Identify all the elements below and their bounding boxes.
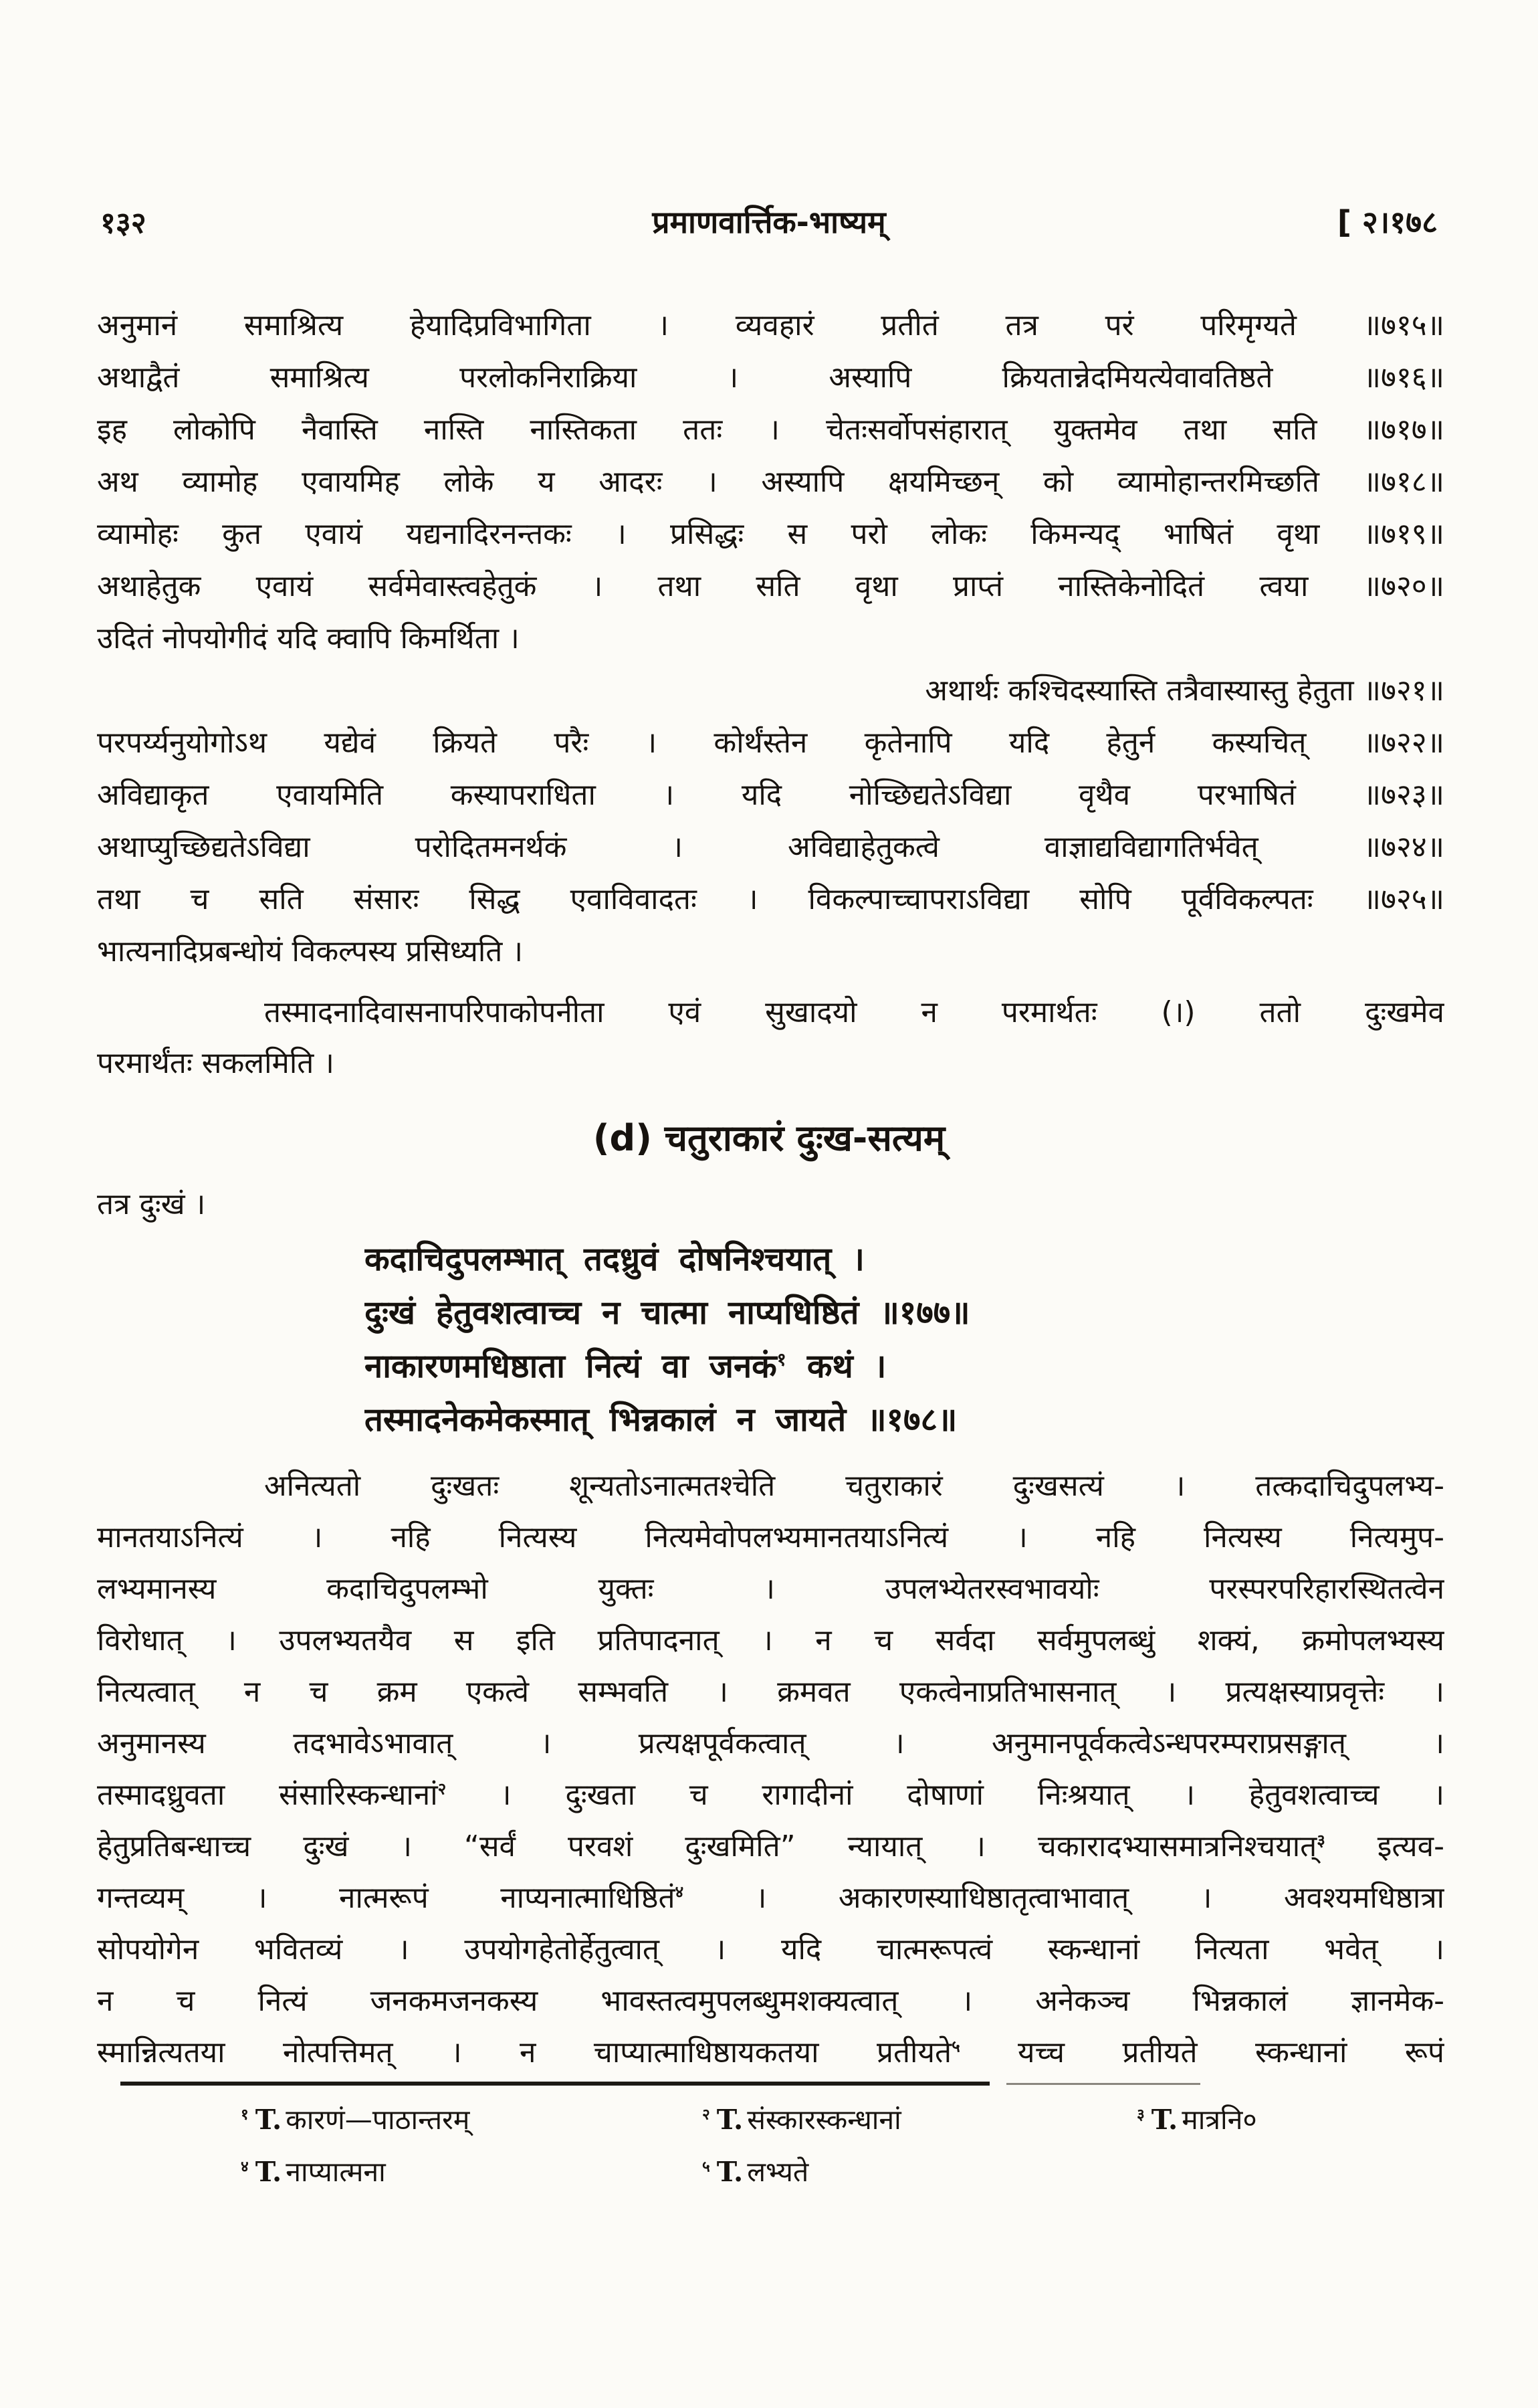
prose-text: इत्यव-: [1325, 1829, 1444, 1864]
verse-text: अथार्थः कश्चिदस्यास्ति तत्रैवास्यास्तु हेतुता ॥७२१॥: [925, 674, 1444, 708]
footnote-marker: २: [437, 1779, 447, 1799]
prose-text: सोपयोगेन भवितव्यं । उपयोगहेतोर्हेतुत्वात् । यदि चात्मरूपत्वं स्कन्धानां नित्यता भवेत् ।: [97, 1932, 1444, 1967]
footnote-separator-rule: [120, 2082, 990, 2086]
verse-text: अथाप्युच्छिद्यतेऽविद्या परोदितमनर्थकं । अविद्याहेतुकत्वे वाज्ञाद्यविद्यागतिर्भवेत् ॥७२४॥: [97, 830, 1444, 864]
verse-section-715-725: [97, 300, 1444, 978]
prose-text: न च नित्यं जनकमजनकस्य भावस्तत्वमुपलब्धुमशक्यत्वात् । अनेकञ्च भिन्नकालं ज्ञानमेक-: [97, 1984, 1444, 2018]
footnote-item: [702, 2152, 808, 2190]
verse-line-723: [97, 769, 1444, 821]
witness-siglum: T.: [255, 2104, 282, 2136]
witness-siglum: T.: [716, 2156, 744, 2188]
prose-text: स्मान्नित्यतया नोत्पत्तिमत् । न चाप्यात्माधिष्ठायकतया प्रतीयते: [97, 2035, 952, 2070]
footnote-text: मात्रनि०: [1182, 2104, 1257, 2136]
verse-half-line-721a: [97, 613, 1444, 665]
karika-text: कथं ।: [786, 1347, 887, 1385]
footnote-number: २: [702, 2106, 710, 2124]
footnote-number: १: [241, 2106, 249, 2124]
footnote-separator-rule-faint: [1006, 2083, 1200, 2085]
prose-line: [97, 1924, 1444, 1975]
footnote-text: कारणं—पाठान्तरम्: [286, 2104, 470, 2136]
verse-line-725: [97, 874, 1444, 926]
prose-text: लभ्यमानस्य कदाचिदुपलम्भो युक्तः । उपलभ्येतरस्वभावयोः परस्परपरिहारस्थितत्वेन: [97, 1572, 1444, 1606]
verse-line-717: [97, 404, 1444, 456]
prose-line: [97, 2027, 1444, 2078]
karika-text: तस्मादनेकमेकस्मात् भिन्नकालं न जायते ॥१७८॥: [364, 1401, 958, 1439]
footnote-number: ५: [702, 2158, 710, 2176]
page-number: १३२: [100, 206, 146, 240]
footnote-text: संस्कारस्कन्धानां: [747, 2104, 901, 2136]
prose-line: [97, 1718, 1444, 1769]
prose-line: [97, 987, 1444, 1038]
footnote-marker: ३: [1317, 1831, 1325, 1850]
footnote-item: [241, 2152, 386, 2190]
prose-text: तस्मादनादिवासनापरिपाकोपनीता एवं सुखादयो न परमार्थतः (।) ततो दुःखमेव: [264, 995, 1444, 1029]
footnote-marker: ४: [675, 1882, 684, 1902]
verse-line-722: [97, 717, 1444, 769]
prose-text: परमार्थंतः सकलमिति ।: [97, 1046, 334, 1080]
prose-text: अनुमानस्य तदभावेऽभावात् । प्रत्यक्षपूर्वकत्वात् । अनुमानपूर्वकत्वेऽन्धपरम्पराप्रसङ्गात् ।: [97, 1726, 1444, 1761]
verse-line-718: [97, 456, 1444, 508]
footnote-text: लभ्यते: [747, 2156, 809, 2188]
verse-text: व्यामोहः कुत एवायं यद्यनादिरनन्तकः । प्रसिद्धः स परो लोकः किमन्यद् भाषितं वृथा ॥७१९॥: [97, 517, 1444, 551]
prose-line: [97, 1975, 1444, 2027]
section-heading: (d) चतुराकारं दुःख-सत्यम्: [592, 1117, 946, 1159]
karika-line-177a: [364, 1233, 1301, 1286]
prose-text: तस्मादध्रुवता संसारिस्कन्धानां: [97, 1778, 438, 1812]
running-title: प्रमाणवार्त्तिक-भाष्यम्: [652, 204, 886, 240]
prose-line: [97, 1460, 1444, 1512]
prose-line: [97, 1872, 1444, 1924]
witness-siglum: T.: [255, 2156, 282, 2188]
prose-text: यच्च प्रतीयते स्कन्धानां रूपं: [960, 2035, 1444, 2070]
prose-line: [97, 1512, 1444, 1563]
verse-text: अथाहेतुक एवायं सर्वमेवास्त्वहेतुकं । तथा सति वृथा प्राप्तं नास्तिकेनोदितं त्वया ॥७२०॥: [97, 569, 1444, 603]
prose-text: नित्यत्वात् न च क्रम एकत्वे सम्भवति । क्रमवत एकत्वेनाप्रतिभासनात् । प्रत्यक्षस्याप्रवृत्तेः ।: [97, 1675, 1444, 1709]
prose-text: । अकारणस्याधिष्ठातृत्वाभावात् । अवश्यमधिष्ठात्रा: [683, 1881, 1444, 1915]
footnote-item: [702, 2100, 901, 2138]
commentary-paragraph-2: [97, 1460, 1444, 2078]
verse-line-716: [97, 352, 1444, 404]
footnote-number: ४: [241, 2158, 249, 2176]
karika-text: कदाचिदुपलम्भात् तदध्रुवं दोषनिश्चयात् ।: [364, 1240, 865, 1278]
prose-text: अनित्यतो दुःखतः शून्यतोऽनात्मतश्चेति चतुराकारं दुःखसत्यं । तत्कदाचिदुपलभ्य-: [264, 1469, 1444, 1503]
verse-text: अथाद्वैतं समाश्रित्य परलोकनिराक्रिया । अस्यापि क्रियतान्नेदमियत्येवावतिष्ठते ॥७१६॥: [97, 361, 1444, 395]
karika-line-178a: [364, 1340, 1301, 1393]
prose-text: मानतयाऽनित्यं । नहि नित्यस्य नित्यमेवोपलभ्यमानतयाऽनित्यं । नहि नित्यस्य नित्यमुप-: [97, 1520, 1444, 1554]
verse-text: अविद्याकृत एवायमिति कस्यापराधिता । यदि नोच्छिद्यतेऽविद्या वृथैव परभाषितं ॥७२३॥: [97, 778, 1444, 812]
witness-siglum: T.: [1151, 2104, 1178, 2136]
prose-text: विरोधात् । उपलभ्यतयैव स इति प्रतिपादनात् । न च सर्वदा सर्वमुपलब्धुं शक्यं, क्रमोपलभ्यस्य: [97, 1623, 1444, 1658]
prose-text: गन्तव्यम् । नात्मरूपं नाप्यनात्माधिष्ठितं: [97, 1881, 675, 1915]
prose-text: हेतुप्रतिबन्धाच्च दुःखं । “सर्वं परवशं दुःखमिति” न्यायात् । चकारादभ्यासमात्रनिश्चयात्: [97, 1829, 1317, 1864]
commentary-paragraph-1: [97, 987, 1444, 1089]
verse-line-719: [97, 508, 1444, 561]
verse-line-715: [97, 300, 1444, 352]
verse-text: तथा च सति संसारः सिद्ध एवाविवादतः । विकल्पाच्चापराऽविद्या सोपि पूर्वविकल्पतः ॥७२५॥: [97, 882, 1444, 916]
running-header: [100, 201, 1438, 242]
folio-reference: [ २।१७८: [1337, 204, 1438, 240]
karika-text: नाकारणमधिष्ठाता नित्यं वा जनकं: [364, 1347, 777, 1385]
karika-177-178: [364, 1233, 1301, 1447]
prose-line: [97, 1615, 1444, 1666]
witness-siglum: T.: [716, 2104, 744, 2136]
prose-line: [97, 1821, 1444, 1872]
verse-text: अनुमानं समाश्रित्य हेयादिप्रविभागिता । व्यवहारं प्रतीतं तत्र परं परिमृग्यते ॥७१५॥: [97, 308, 1444, 342]
footnote-marker: १: [776, 1349, 786, 1371]
footnote-item: [1137, 2100, 1257, 2138]
footnote-item: [241, 2100, 469, 2138]
karika-text: दुःखं हेतुवशत्वाच्च न चात्मा नाप्यधिष्ठितं ॥१७७॥: [364, 1294, 970, 1332]
verse-half-line-726a: [97, 926, 1444, 978]
verse-text: अथ व्यामोह एवायमिह लोके य आदरः । अस्यापि क्षयमिच्छन् को व्यामोहान्तरमिच्छति ॥७१८॥: [97, 465, 1444, 499]
footnote-marker: ५: [952, 2037, 960, 2056]
prose-line: [97, 1038, 1444, 1089]
section-intro: तत्र दुःखं ।: [97, 1187, 206, 1221]
verse-text: भात्यनादिप्रबन्धोयं विकल्पस्य प्रसिध्यति ।: [97, 934, 524, 969]
prose-line: [97, 1666, 1444, 1718]
verse-line-724: [97, 821, 1444, 874]
verse-text: इह लोकोपि नैवास्ति नास्ति नास्तिकता ततः । चेतःसर्वोपसंहारात् युक्तमेव तथा सति ॥७१७॥: [97, 413, 1444, 447]
verse-text: परपर्य्यनुयोगोऽथ यद्येवं क्रियते परैः । कोर्थंस्तेन कृतेनापि यदि हेतुर्न कस्यचित् ॥७२२॥: [97, 726, 1444, 760]
prose-line: [97, 1563, 1444, 1615]
karika-line-177b: [364, 1286, 1301, 1340]
footnote-number: ३: [1137, 2106, 1145, 2124]
karika-line-178b: [364, 1393, 1301, 1447]
prose-text: । दुःखता च रागादीनां दोषाणां निःश्रयात् । हेतुवशत्वाच्च ।: [446, 1778, 1444, 1812]
verse-line-720: [97, 561, 1444, 613]
verse-text: उदितं नोपयोगीदं यदि क्वापि किमर्थिता ।: [97, 621, 520, 656]
verse-half-line-721b: [97, 665, 1444, 717]
prose-line: [97, 1769, 1444, 1821]
footnote-text: नाप्यात्मना: [286, 2156, 386, 2188]
